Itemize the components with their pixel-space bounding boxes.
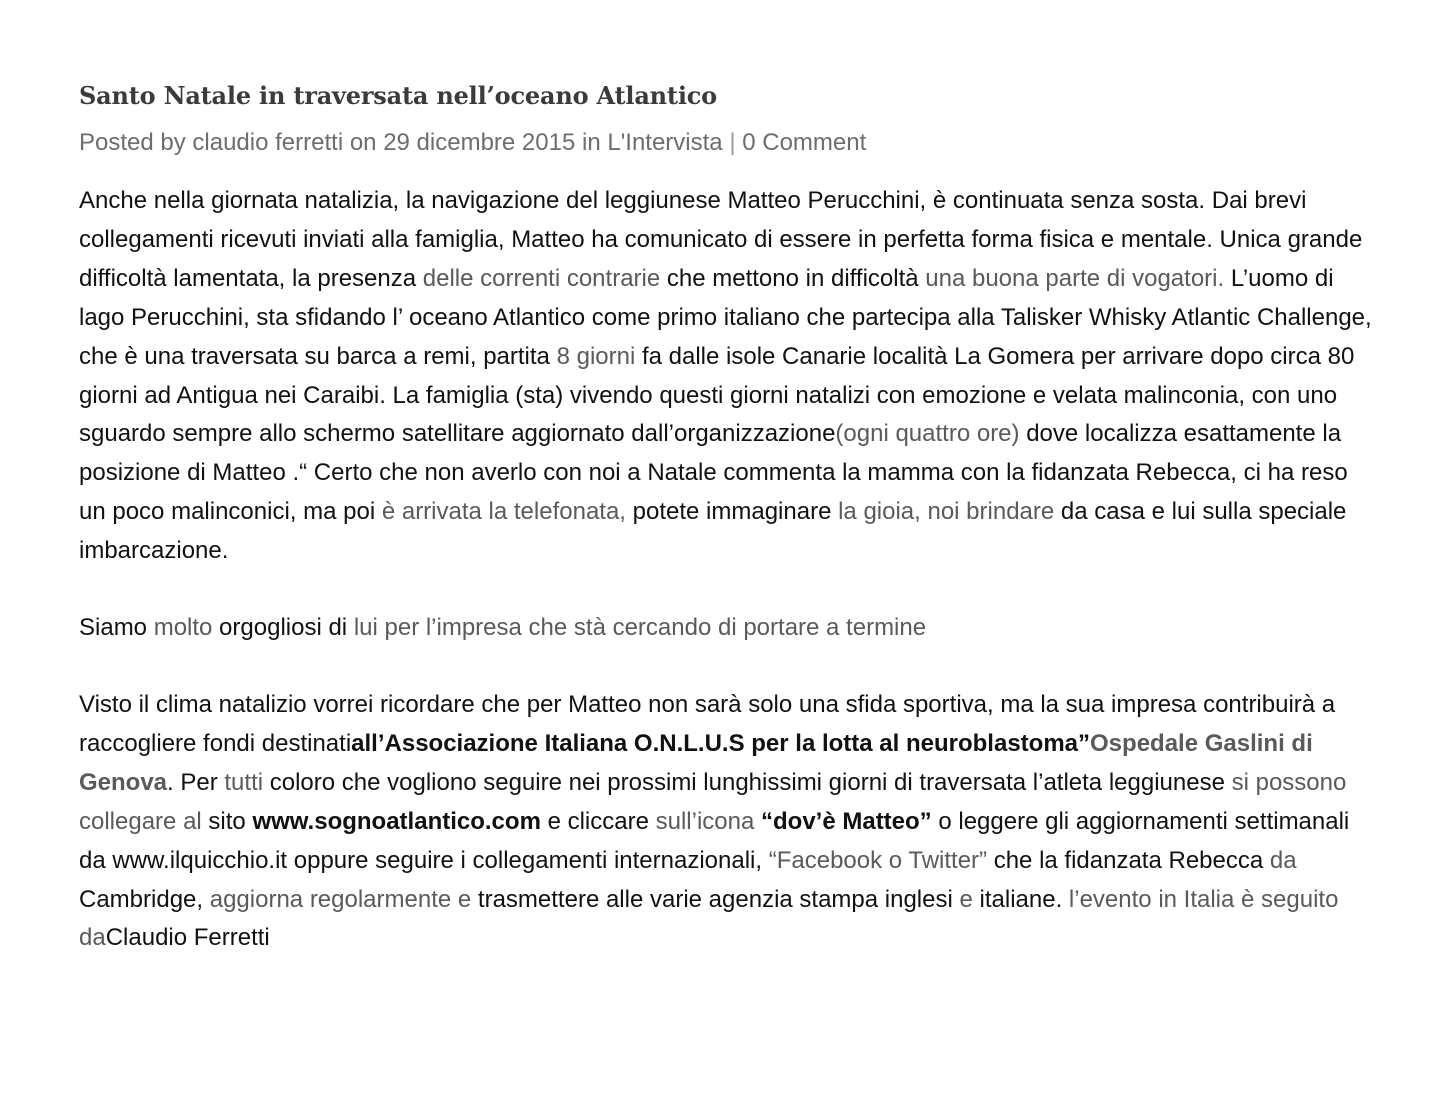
text-run: lui per l’impresa che stà cercando di portare a termine — [353, 614, 927, 642]
text-run: e — [959, 885, 973, 913]
text-run: aggiorna regolarmente e — [209, 885, 472, 913]
text-run: Siamo — [79, 614, 154, 642]
text-run: www.sognoatlantico.com — [252, 807, 541, 835]
article-paragraph — [79, 609, 1379, 648]
text-run: trasmettere alle varie agenzia stampa inglesi — [471, 885, 960, 913]
meta-author-link[interactable]: claudio ferretti — [192, 129, 344, 156]
article-meta — [79, 127, 1379, 159]
text-run: potete immaginare — [625, 498, 839, 526]
text-run: Anche nella giornata natalizia, la navigazione del leggiunese Matteo Perucchini, è continuata senza sosta. Dai brevi collegamenti ricevuti inviati alla famiglia, Matteo ha comunicato di essere in perfetta forma fisica e mentale. Unica grande difficoltà lamentata, la presenza — [79, 187, 1363, 292]
text-run: coloro che vogliono seguire nei prossimi lunghissimi giorni di traversata l’atleta leggiunese — [263, 768, 1232, 796]
text-run: Claudio Ferretti — [105, 924, 270, 952]
text-run: l’evento in Italia è seguito da — [79, 885, 1339, 952]
text-run: la gioia, noi brindare — [838, 498, 1055, 526]
text-run: 8 giorni — [556, 342, 636, 370]
article-paragraph — [79, 182, 1379, 571]
text-run: che la fidanzata Rebecca — [987, 846, 1270, 874]
meta-date: 29 dicembre 2015 — [383, 129, 576, 156]
text-run: che mettono in difficoltà — [660, 264, 926, 292]
text-run: e cliccare — [540, 807, 656, 835]
meta-comments-link[interactable]: 0 Comment — [742, 129, 867, 156]
text-run: L’uomo di lago Perucchini, sta sfidando l’ oceano Atlantico come primo italiano che partecipa alla Talisker Whisky Atlantic Challenge, che è una traversata su barca a remi, partita — [79, 264, 1372, 370]
meta-on: on — [343, 129, 384, 156]
text-run: tutti — [224, 768, 264, 796]
article-title: Santo Natale in traversata nell’oceano Atlantico — [79, 81, 717, 110]
text-run: (ogni quattro ore) — [835, 420, 1020, 448]
text-run: fa dalle isole Canarie località La Gomera per arrivare dopo circa 80 giorni ad Antigua nei Caraibi. La famiglia (sta) vivendo questi giorni natalizi con emozione e velata malinconia, con uno sguardo sempre allo schermo satellitare aggiornato dall’organizzazione — [79, 342, 1355, 448]
text-run: Visto il clima natalizio vorrei ricordare che per Matteo non sarà solo una sfida sportiva, ma la sua impresa contribuirà a raccogliere fondi destinati — [79, 690, 1336, 757]
text-run: all’Associazione Italiana O.N.L.U.S per la lotta al neuroblastoma” — [351, 729, 1091, 757]
text-run: dove localizza esattamente la posizione di Matteo .“ Certo che non averlo con noi a Natale commenta la mamma con la fidanzata Rebecca, ci ha reso un poco malinconici, ma poi — [79, 420, 1348, 526]
text-run: sito — [201, 807, 253, 835]
text-run: molto — [153, 614, 213, 642]
text-run: “Facebook o Twitter” — [768, 846, 988, 874]
text-run: da — [1269, 846, 1297, 874]
meta-posted-by: Posted by — [79, 129, 193, 156]
text-run: Cambridge, — [79, 885, 210, 913]
meta-in: in — [575, 129, 608, 156]
text-run: si possono collegare al — [79, 768, 1347, 835]
meta-category-link[interactable]: L'Intervista — [607, 129, 723, 156]
text-run: è arrivata la telefonata, — [381, 498, 626, 526]
text-run: “dov’è Matteo” — [761, 807, 932, 835]
text-run — [754, 808, 761, 835]
text-run: sull’icona — [655, 807, 755, 835]
article — [79, 78, 1379, 958]
text-run: . Per — [167, 768, 225, 796]
text-run: Ospedale Gaslini di Genova — [79, 729, 1313, 796]
meta-separator: | — [722, 129, 743, 156]
article-paragraph — [79, 686, 1379, 958]
text-run: orgogliosi di — [212, 614, 354, 642]
text-run: una buona parte di vogatori. — [925, 264, 1225, 292]
text-run: o leggere gli aggiornamenti settimanali da www.ilquicchio.it oppure seguire i collegamenti internazionali, — [79, 807, 1350, 874]
text-run: delle correnti contrarie — [422, 264, 661, 292]
text-run: italiane. — [972, 885, 1069, 913]
text-run: da casa e lui sulla speciale imbarcazione. — [79, 498, 1347, 565]
